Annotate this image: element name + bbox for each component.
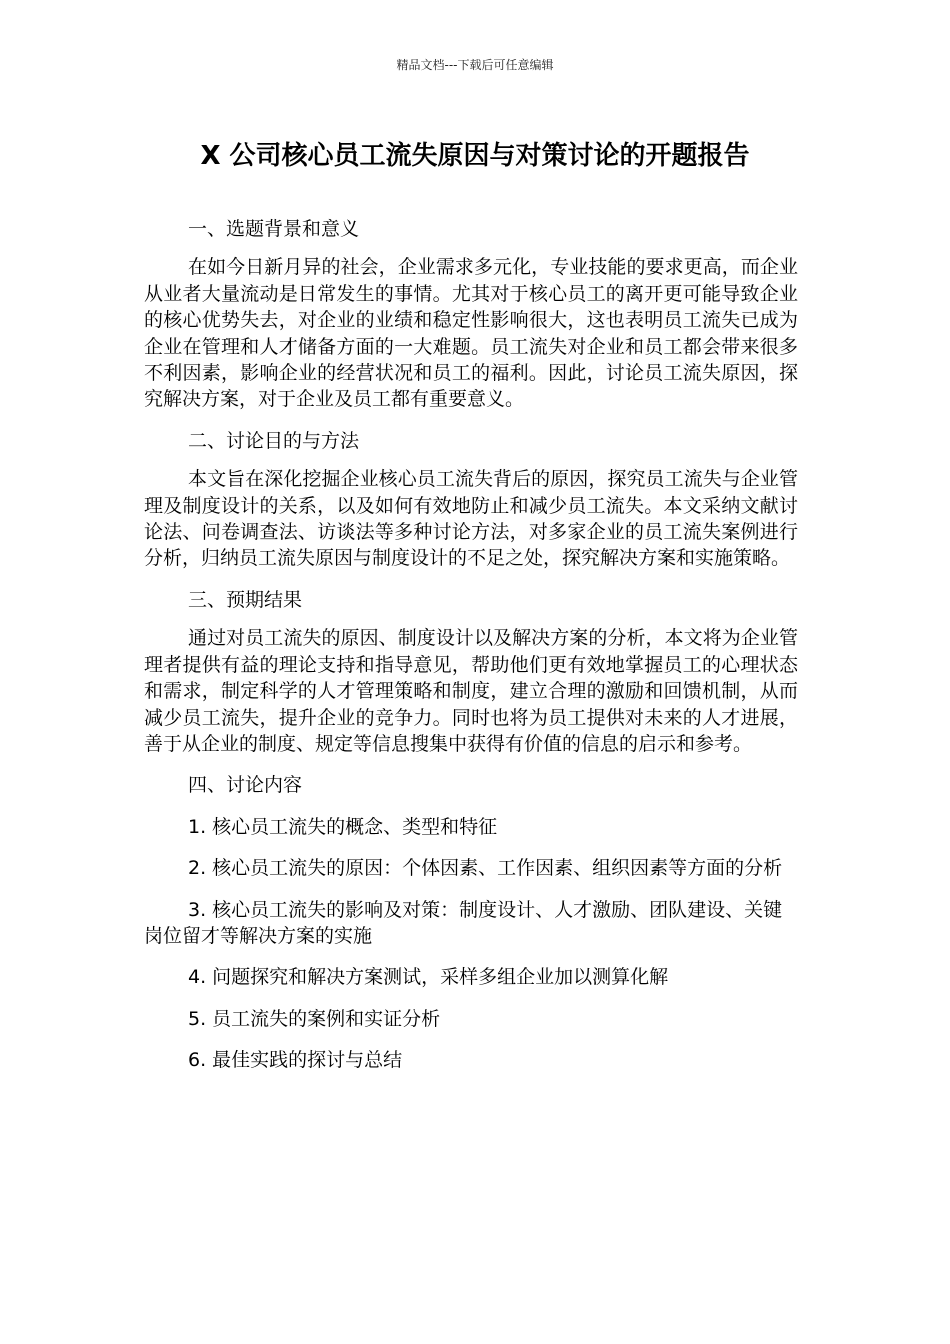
list-item: 1. 核心员工流失的概念、类型和特征: [188, 815, 498, 838]
list-item: 3. 核心员工流失的影响及对策：制度设计、人才激励、团队建设、关键岗位留才等解决方案的实施: [144, 898, 783, 947]
page-header-note: 精品文档---下载后可任意编辑: [396, 58, 554, 72]
section-paragraph-purpose-method: 本文旨在深化挖掘企业核心员工流失背后的原因，探究员工流失与企业管理及制度设计的关系，以及如何有效地防止和减少员工流失。本文采纳文献讨论法、问卷调查法、访谈法等多种讨论方法，对多家企业的员工流失案例进行分析，归纳员工流失原因与制度设计的不足之处，探究解决方案和实施策略。: [144, 468, 798, 570]
section-paragraph-expected-results: 通过对员工流失的原因、制度设计以及解决方案的分析，本文将为企业管理者提供有益的理论支持和指导意见，帮助他们更有效地掌握员工的心理状态和需求，制定科学的人才管理策略和制度，建立合理的激励和回馈机制，从而减少员工流失，提升企业的竞争力。同时也将为员工提供对未来的人才进展，善于从企业的制度、规定等信息搜集中获得有价值的信息的启示和参考。: [144, 627, 798, 755]
list-item: 5. 员工流失的案例和实证分析: [188, 1007, 441, 1030]
section-heading-background: 一、选题背景和意义: [188, 218, 360, 240]
document-title: X 公司核心员工流失原因与对策讨论的开题报告: [200, 141, 750, 171]
section-heading-content: 四、讨论内容: [188, 774, 303, 797]
list-item: 6. 最佳实践的探讨与总结: [188, 1049, 403, 1072]
section-heading-purpose-method: 二、讨论目的与方法: [188, 429, 360, 452]
list-item: 4. 问题探究和解决方案测试，采样多组企业加以测算化解: [188, 966, 669, 989]
section-paragraph-background: 在如今日新月异的社会，企业需求多元化，专业技能的要求更高，而企业从业者大量流动是日常发生的事情。尤其对于核心员工的离开更可能导致企业的核心优势失去，对企业的业绩和稳定性影响很大，这也表明员工流失已成为企业在管理和人才储备方面的一大难题。员工流失对企业和员工都会带来很多不利因素，影响企业的经营状况和员工的福利。因此，讨论员工流失原因，探究解决方案，对于企业及员工都有重要意义。: [144, 256, 798, 411]
list-item: 2. 核心员工流失的原因：个体因素、工作因素、组织因素等方面的分析: [188, 857, 783, 880]
document-body: [144, 216, 798, 1074]
section-heading-expected-results: 三、预期结果: [188, 588, 303, 611]
